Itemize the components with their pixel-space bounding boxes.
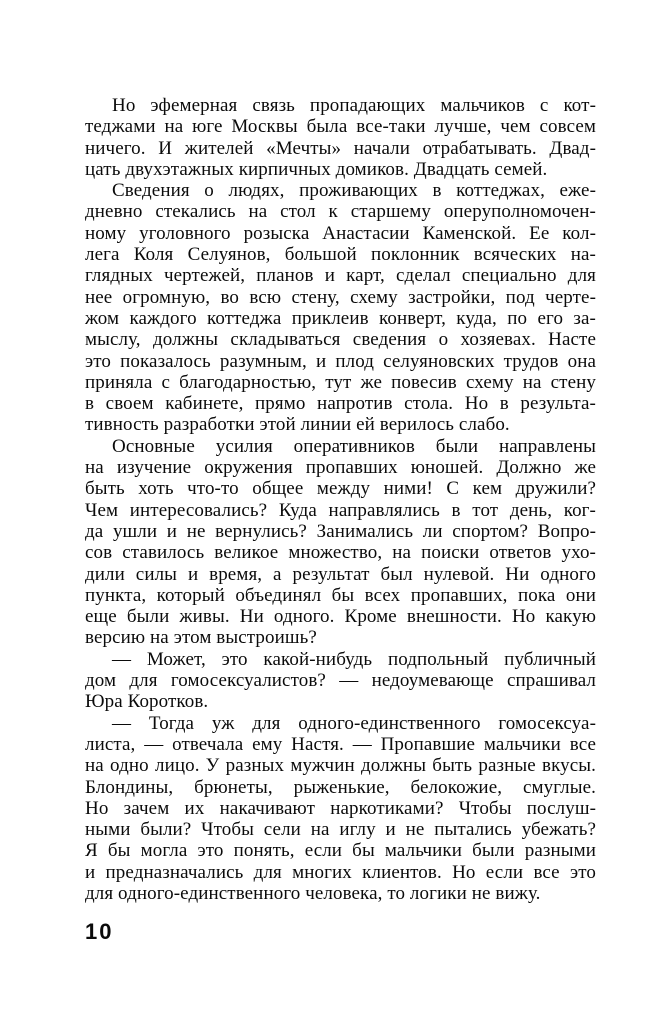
text-line: жом каждого коттеджа приклеив конверт, куда, по его за- bbox=[85, 307, 596, 329]
text-line: дили силы и время, а результат был нулевой. Ни одного bbox=[85, 563, 596, 585]
text-line: Основные усилия оперативников были направлены bbox=[112, 435, 596, 457]
paragraph bbox=[85, 180, 596, 436]
text-line: цать двухэтажных кирпичных домиков. Двадцать семей. bbox=[85, 158, 548, 180]
text-line: дневно стекались на стол к старшему оперуполномочен- bbox=[85, 201, 596, 223]
text-line: для одного-единственного человека, то логики не вижу. bbox=[85, 882, 541, 904]
text-line: лега Коля Селуянов, большой поклонник всяческих на- bbox=[85, 244, 596, 266]
text-line: на изучение окружения пропавших юношей. Должно же bbox=[85, 457, 596, 479]
text-line: Чем интересовались? Куда направлялись в тот день, ког- bbox=[85, 499, 596, 521]
text-line: версию на этом выстроишь? bbox=[85, 627, 317, 649]
text-line: ничего. И жителей «Мечты» начали отрабатывать. Двад- bbox=[85, 137, 596, 159]
text-line: нее огромную, во всю стену, схему застройки, под черте- bbox=[85, 286, 596, 308]
text-line: Но зачем их накачивают наркотиками? Чтобы послуш- bbox=[85, 797, 596, 819]
text-line: листа, — отвечала ему Настя. — Пропавшие мальчики все bbox=[85, 733, 596, 755]
text-line: глядных чертежей, планов и карт, сделал специально для bbox=[85, 265, 596, 287]
text-line: сов ставилось великое множество, на поиски ответов ухо- bbox=[85, 542, 596, 564]
text-line: — Тогда уж для одного-единственного гомосексуа- bbox=[112, 712, 596, 734]
text-line: тивность разработки этой линии ей верилось слабо. bbox=[85, 414, 510, 436]
text-line: еще были живы. Ни одного. Кроме внешности. Но какую bbox=[85, 606, 596, 628]
text-line: Я бы могла это понять, если бы мальчики были разными bbox=[85, 840, 596, 862]
paragraph bbox=[85, 95, 596, 180]
text-line: Юра Коротков. bbox=[85, 691, 209, 713]
text-line: пункта, который объединял бы всех пропавших, пока они bbox=[85, 584, 596, 606]
paragraph bbox=[85, 436, 596, 649]
text-line: — Может, это какой-нибудь подпольный публичный bbox=[112, 648, 596, 670]
text-line: в своем кабинете, прямо напротив стола. Но в результа- bbox=[85, 393, 596, 415]
text-block bbox=[85, 95, 596, 904]
page-number: 10 bbox=[85, 919, 114, 944]
text-line: мыслу, должны складываться сведения о хозяевах. Насте bbox=[85, 329, 596, 351]
text-line: да ушли и не вернулись? Занимались ли спортом? Вопро- bbox=[85, 520, 596, 542]
text-line: приняла с благодарностью, тут же повесив схему на стену bbox=[85, 371, 596, 393]
text-line: дом для гомосексуалистов? — недоумевающе спрашивал bbox=[85, 670, 596, 692]
text-line: это показалось разумным, и плод селуяновских трудов она bbox=[85, 350, 596, 372]
text-line: быть хоть что-то общее между ними! С кем дружили? bbox=[85, 478, 596, 500]
text-line: на одно лицо. У разных мужчин должны быть разные вкусы. bbox=[85, 755, 596, 777]
text-line: Блондины, брюнеты, рыженькие, белокожие, смуглые. bbox=[85, 776, 596, 798]
text-line: ному уголовного розыска Анастасии Каменской. Ее кол- bbox=[85, 222, 596, 244]
paragraph bbox=[85, 649, 596, 713]
text-line: теджами на юге Москвы была все-таки лучше, чем совсем bbox=[85, 116, 596, 138]
text-line: Но эфемерная связь пропадающих мальчиков с кот- bbox=[112, 95, 596, 116]
text-line: Сведения о людях, проживающих в коттеджах, еже- bbox=[112, 180, 596, 202]
paragraph bbox=[85, 713, 596, 905]
text-line: ными были? Чтобы сели на иглу и не пытались убежать? bbox=[85, 819, 596, 841]
text-line: и предназначались для многих клиентов. Но если все это bbox=[85, 861, 596, 883]
